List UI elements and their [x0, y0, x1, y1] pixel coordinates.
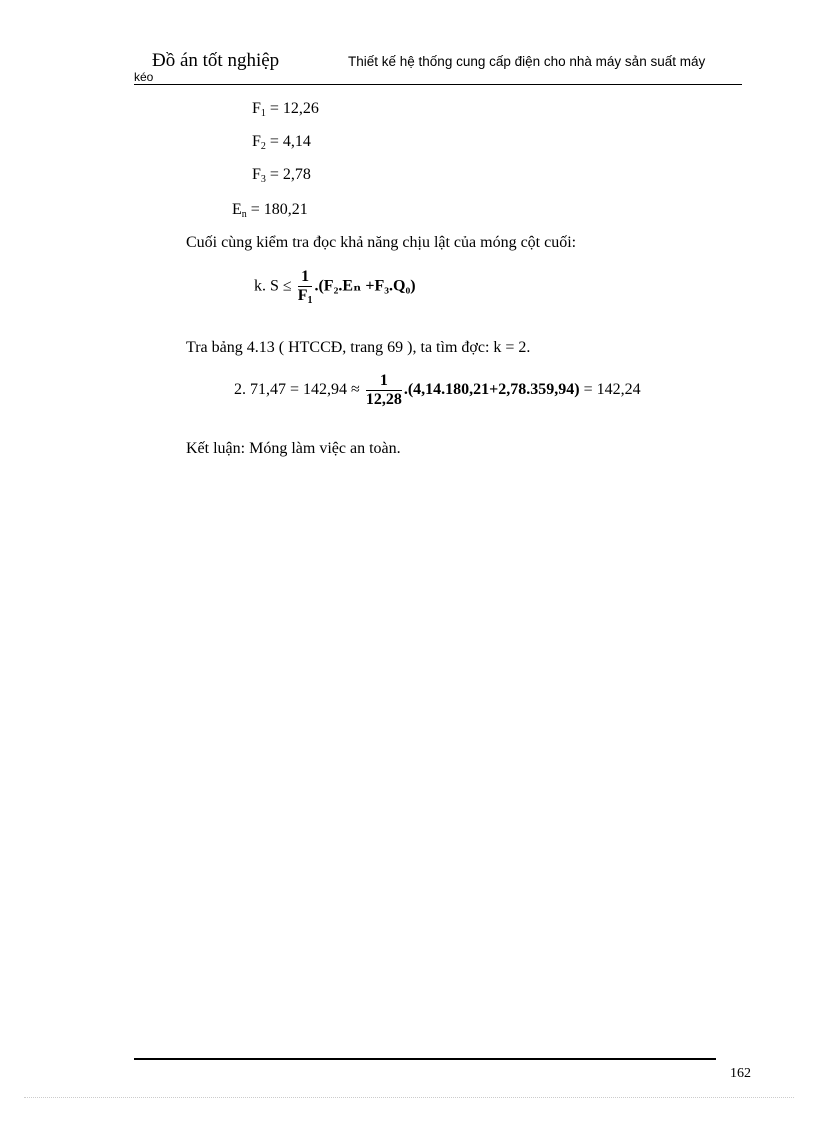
header-title: Đồ án tốt nghiệp [152, 50, 280, 71]
calculation-denominator: 12,28 [365, 391, 402, 408]
value-f3 [252, 166, 311, 185]
footer-rule [134, 1058, 716, 1060]
conclusion: Kết luận: Móng làm việc an toàn. [186, 440, 401, 457]
calculation-result: = 142,24 [583, 381, 641, 399]
value-symbol: F [252, 166, 261, 183]
check-statement: Cuối cùng kiểm tra đọc khả năng chịu lật của móng cột cuối: [186, 234, 577, 251]
formula-rhs: .(F₂.Eₙ +F₃.Q₀) [314, 277, 416, 295]
formula-fraction [298, 268, 313, 306]
value-en [232, 201, 308, 220]
formula-lhs: k. S ≤ [254, 277, 292, 295]
header-subtitle-continuation: kéo [134, 70, 154, 84]
value-symbol: F [252, 133, 261, 150]
calculation-lhs: 2. 71,47 = 142,94 ≈ [234, 381, 360, 399]
formula-denominator: $F_1$ [297, 287, 313, 306]
overturn-formula [254, 268, 416, 306]
calculation-numerator: 1 [366, 372, 402, 391]
value-subscript: 2 [260, 141, 266, 152]
calculation [234, 372, 641, 409]
value-subscript: 1 [260, 108, 266, 119]
page-edge-dotted-line [24, 1097, 794, 1098]
value-symbol: E [232, 201, 242, 218]
value-amount: = 4,14 [269, 133, 311, 150]
calculation-fraction [366, 372, 402, 409]
value-amount: = 180,21 [250, 201, 308, 218]
value-amount: = 2,78 [269, 166, 311, 183]
value-subscript: n [241, 209, 247, 220]
formula-numerator: 1 [298, 268, 313, 287]
value-symbol: F [252, 100, 261, 117]
value-f2 [252, 133, 311, 152]
header-subtitle: Thiết kế hệ thống cung cấp điện cho nhà máy sản suất máy [348, 54, 706, 69]
page-number: 162 [730, 1066, 751, 1081]
value-amount: = 12,26 [269, 100, 319, 117]
table-lookup: Tra bảng 4.13 ( HTCCĐ, trang 69 ), ta tìm đợc: k = 2. [186, 339, 531, 356]
calculation-expression: .(4,14.180,21+2,78.359,94) [403, 381, 580, 399]
header-rule [134, 84, 742, 85]
value-f1 [252, 100, 319, 119]
value-subscript: 3 [260, 174, 266, 185]
